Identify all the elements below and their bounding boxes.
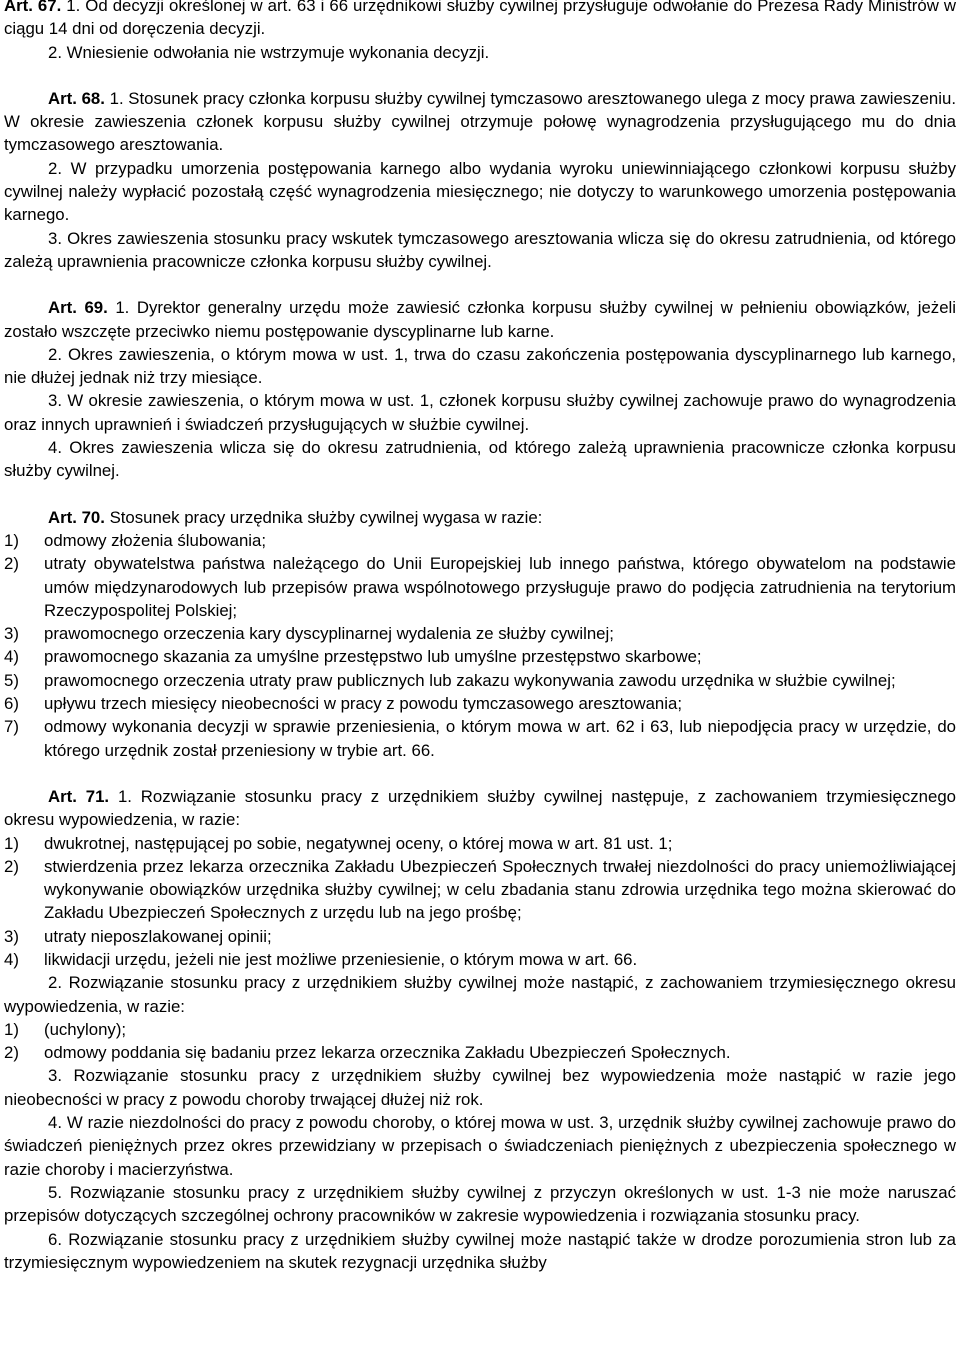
art-71-par-5: 5. Rozwiązanie stosunku pracy z urzędnikiem służby cywilnej z przyczyn określonych w ust. 1-3 nie może naruszać przepisów dotyczących szczególnej ochrony pracowników w zakresie wypowiedzenia i rozwiązania stosunku pracy.: [4, 1182, 956, 1226]
list-item: 3) prawomocnego orzeczenia kary dyscyplinarnej wydalenia ze służby cywilnej;: [4, 624, 614, 644]
list-item: 4) prawomocnego skazania za umyślne przestępstwo lub umyślne przestępstwo skarbowe;: [4, 647, 702, 667]
art-67-par-1: [4, 0, 956, 41]
list-item: 1) dwukrotnej, następującej po sobie, negatywnej oceny, o której mowa w art. 81 ust. 1;: [4, 833, 673, 853]
art-67-par-1-lead: 1.: [61, 0, 86, 15]
art-68-par-2: 2. W przypadku umorzenia postępowania karnego albo wydania wyroku uniewinniającego członkowi korpusu służby cywilnej należy wypłacić pozostałą część wynagrodzenia miesięcznego; nie dotyczy to warunkowego umorzenia postępowania karnego.: [4, 158, 956, 225]
art-69-heading: Art. 69.: [48, 298, 108, 318]
art-70-list: [4, 529, 956, 762]
list-item: 2) odmowy poddania się badaniu przez lekarza orzecznika Zakładu Ubezpieczeń Społecznych.: [4, 1043, 731, 1063]
art-71-par-1-intro: [4, 785, 956, 832]
art-71-par-2-intro: 2. Rozwiązanie stosunku pracy z urzędnikiem służby cywilnej może nastąpić, z zachowaniem trzymiesięcznego okresu wypowiedzenia, w razie:: [4, 973, 956, 1016]
art-68-par-3: 3. Okres zawieszenia stosunku pracy wskutek tymczasowego aresztowania wlicza się do okresu zatrudnienia, od którego zależą uprawnienia pracownicze członka korpusu służby cywilnej.: [4, 228, 956, 271]
art-71-par-1-list: [4, 832, 956, 972]
art-70-heading: Art. 70.: [48, 507, 105, 527]
art-71-par-2-list: [4, 1018, 956, 1065]
art-71-par-3: 3. Rozwiązanie stosunku pracy z urzędnikiem służby cywilnej bez wypowiedzenia może nastąpić w razie jego nieobecności w pracy z powodu choroby trwającej dłużej niż rok.: [4, 1066, 956, 1109]
art-70-intro-text: Stosunek pracy urzędnika służby cywilnej wygasa w razie:: [104, 507, 543, 527]
art-71-heading: Art. 71.: [48, 786, 110, 806]
list-item: 3) utraty nieposzlakowanej opinii;: [4, 926, 272, 946]
art-67-heading: Art. 67.: [4, 0, 62, 15]
art-69-par-3: 3. W okresie zawieszenia, o którym mowa w ust. 1, członek korpusu służby cywilnej zachowuje prawo do wynagrodzenia oraz innych uprawnień i świadczeń przysługujących w służbie cywilnej.: [4, 391, 956, 434]
list-item: 6) upływu trzech miesięcy nieobecności w pracy z powodu tymczasowego aresztowania;: [4, 694, 682, 714]
list-item: 2) utraty obywatelstwa państwa należącego do Unii Europejskiej lub innego państwa, którego obywatelom na podstawie umów międzynarodowych lub przepisów prawa wspólnotowego przysługuje prawo do podjęcia zatrudnienia na terytorium Rzeczypospolitej Polskiej;: [4, 554, 956, 620]
art-67-par-2: 2. Wniesienie odwołania nie wstrzymuje wykonania decyzji.: [48, 42, 490, 62]
list-item: 1) (uchylony);: [4, 1019, 127, 1039]
art-71-par-4: 4. W razie niezdolności do pracy z powodu choroby, o której mowa w ust. 3, urzędnik służby cywilnej zachowuje prawo do świadczeń pieniężnych przez okres przewidziany w przepisach o świadczeniach pieniężnych z ubezpieczenia społecznego w razie choroby i macierzyństwa.: [4, 1113, 956, 1179]
art-69-par-2: 2. Okres zawieszenia, o którym mowa w ust. 1, trwa do czasu zakończenia postępowania dyscyplinarnego lub karnego, nie dłużej jednak niż trzy miesiące.: [4, 344, 956, 388]
list-item: 2) stwierdzenia przez lekarza orzecznika Zakładu Ubezpieczeń Społecznych trwałej niezdolności do pracy uniemożliwiającej wykonywanie obowiązków urzędnika służby cywilnej; w celu zbadania stanu zdrowia urzędnika tego można skierować do Zakładu Ubezpieczeń Społecznych z urzędu lub na jego prośbę;: [4, 856, 956, 923]
art-69-par-1-text: 1. Dyrektor generalny urzędu może zawiesić członka korpusu służby cywilnej w pełnieniu obowiązków, jeżeli zostało wszczęte przeciwko niemu postępowanie dyscyplinarne lub karne.: [4, 298, 956, 341]
art-68-par-1: [4, 87, 956, 157]
art-69-par-1: [4, 296, 956, 343]
art-71-par-1-intro-text: 1. Rozwiązanie stosunku pracy z urzędnikiem służby cywilnej następuje, z zachowaniem trzymiesięcznego okresu wypowiedzenia, w razie:: [4, 786, 956, 830]
list-item: 4) likwidacji urzędu, jeżeli nie jest możliwe przeniesienie, o którym mowa w art. 66.: [4, 949, 638, 969]
art-68-heading: Art. 68.: [48, 88, 105, 108]
list-item: 7) odmowy wykonania decyzji w sprawie przeniesienia, o którym mowa w art. 62 i 63, lub niepodjęcia pracy w urzędzie, do którego urzędnik został przeniesiony w trybie art. 66.: [4, 717, 956, 760]
art-71-par-6: 6. Rozwiązanie stosunku pracy z urzędnikiem służby cywilnej może nastąpić także w drodze porozumienia stron lub za trzymiesięcznym wypowiedzeniem na skutek rezygnacji urzędnika służby: [4, 1229, 956, 1272]
list-item: 1) odmowy złożenia ślubowania;: [4, 530, 267, 550]
art-67-par-1-text: Od decyzji określonej w art. 63 i 66 urzędnikowi służby cywilnej przysługuje odwołanie do Prezesa Rady Ministrów w ciągu 14 dni od doręczenia decyzji.: [4, 0, 956, 39]
list-item: 5) prawomocnego orzeczenia utraty praw publicznych lub zakazu wykonywania zawodu urzędnika w służbie cywilnej;: [4, 670, 896, 690]
art-69-par-4: 4. Okres zawieszenia wlicza się do okresu zatrudnienia, od którego zależą uprawnienia pracownicze członka korpusu służby cywilnej.: [4, 438, 956, 481]
art-70-intro: [4, 506, 956, 529]
art-68-par-1-text: 1. Stosunek pracy członka korpusu służby cywilnej tymczasowo aresztowanego ulega z mocy prawa zawieszeniu. W okresie zawieszenia członek korpusu służby cywilnej otrzymuje połowę wynagrodzenia przysługującego mu do dnia tymczasowego aresztowania.: [4, 88, 956, 155]
